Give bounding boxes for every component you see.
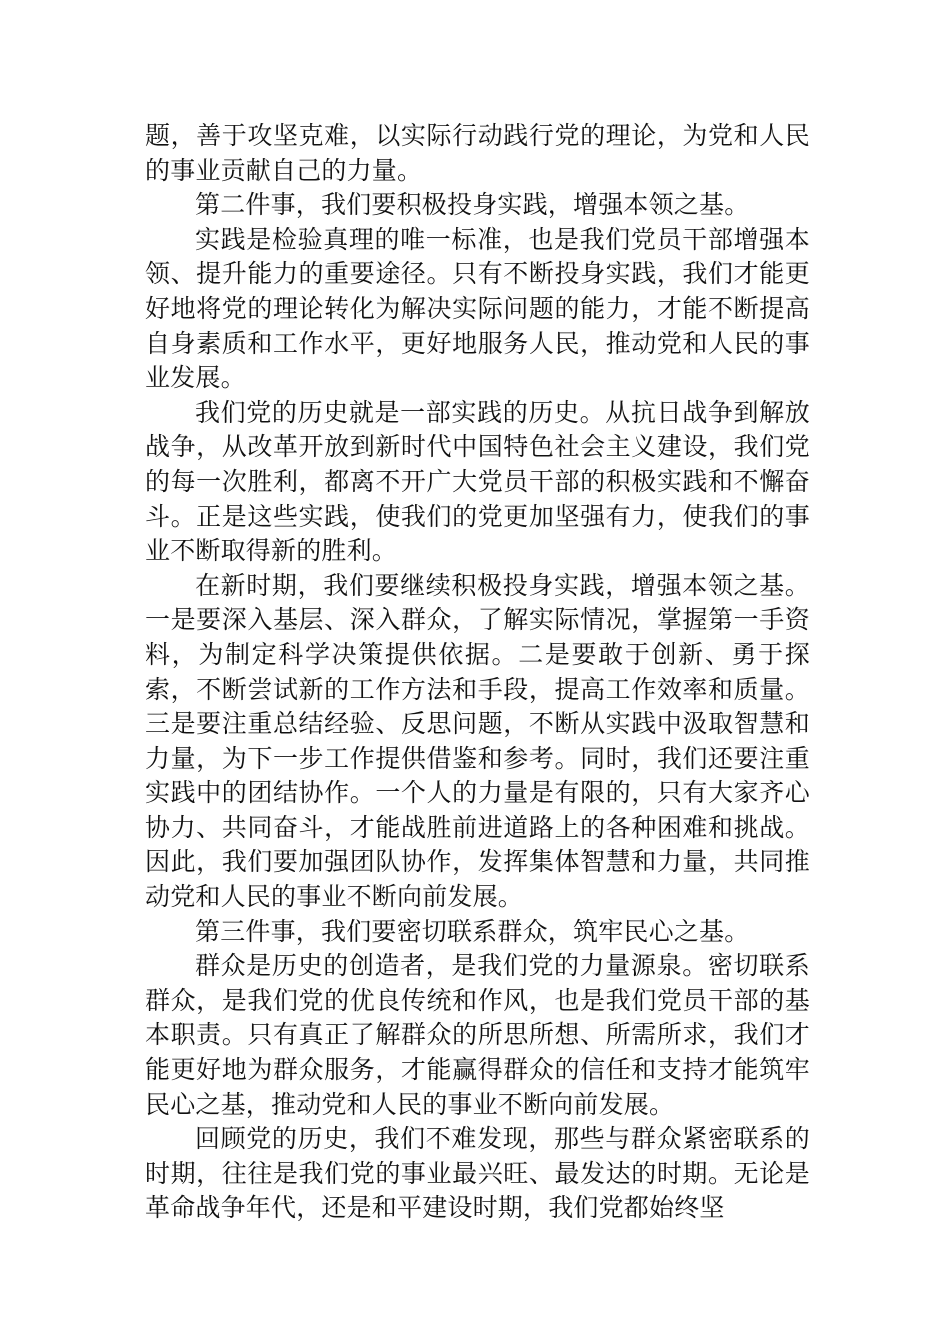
paragraph-review-history: 回顾党的历史，我们不难发现，那些与群众紧密联系的时期，往往是我们党的事业最兴旺、最发达的时期。无论是革命战争年代，还是和平建设时期，我们党都始终坚 (145, 1124, 810, 1223)
section-heading-third-matter: 第三件事，我们要密切联系群众，筑牢民心之基。 (195, 916, 750, 946)
paragraph-new-era-practice: 在新时期，我们要继续积极投身实践，增强本领之基。一是要深入基层、深入群众，了解实际情况，掌握第一手资料，为制定科学决策提供依据。二是要敢于创新、勇于探索，不断尝试新的工作方法和手段，提高工作效率和质量。三是要注重总结经验、反思问题，不断从实践中汲取智慧和力量，为下一步工作提供借鉴和参考。同时，我们还要注重实践中的团结协作。一个人的力量是有限的，只有大家齐心协力、共同奋斗，才能战胜前进道路上的各种困难和挑战。因此，我们要加强团队协作，发挥集体智慧和力量，共同推动党和人民的事业不断向前发展。 (145, 570, 810, 912)
document-body (145, 119, 810, 1226)
section-heading-second-matter: 第二件事，我们要积极投身实践，增强本领之基。 (195, 190, 750, 220)
paragraph-continuation: 题，善于攻坚克难，以实际行动践行党的理论，为党和人民的事业贡献自己的力量。 (145, 121, 810, 185)
paragraph-masses-source: 群众是历史的创造者，是我们党的力量源泉。密切联系群众，是我们党的优良传统和作风，也是我们党员干部的基本职责。只有真正了解群众的所思所想、所需所求，我们才能更好地为群众服务，才能赢得群众的信任和支持才能筑牢民心之基，推动党和人民的事业不断向前发展。 (145, 951, 810, 1119)
paragraph-practice-standard: 实践是检验真理的唯一标准，也是我们党员干部增强本领、提升能力的重要途径。只有不断投身实践，我们才能更好地将党的理论转化为解决实际问题的能力，才能不断提高自身素质和工作水平，更好地服务人民，推动党和人民的事业发展。 (145, 224, 810, 393)
paragraph-party-history-practice: 我们党的历史就是一部实践的历史。从抗日战争到解放战争，从改革开放到新时代中国特色社会主义建设，我们党的每一次胜利，都离不开广大党员干部的积极实践和不懈奋斗。正是这些实践，使我们的党更加坚强有力，使我们的事业不断取得新的胜利。 (145, 397, 810, 566)
